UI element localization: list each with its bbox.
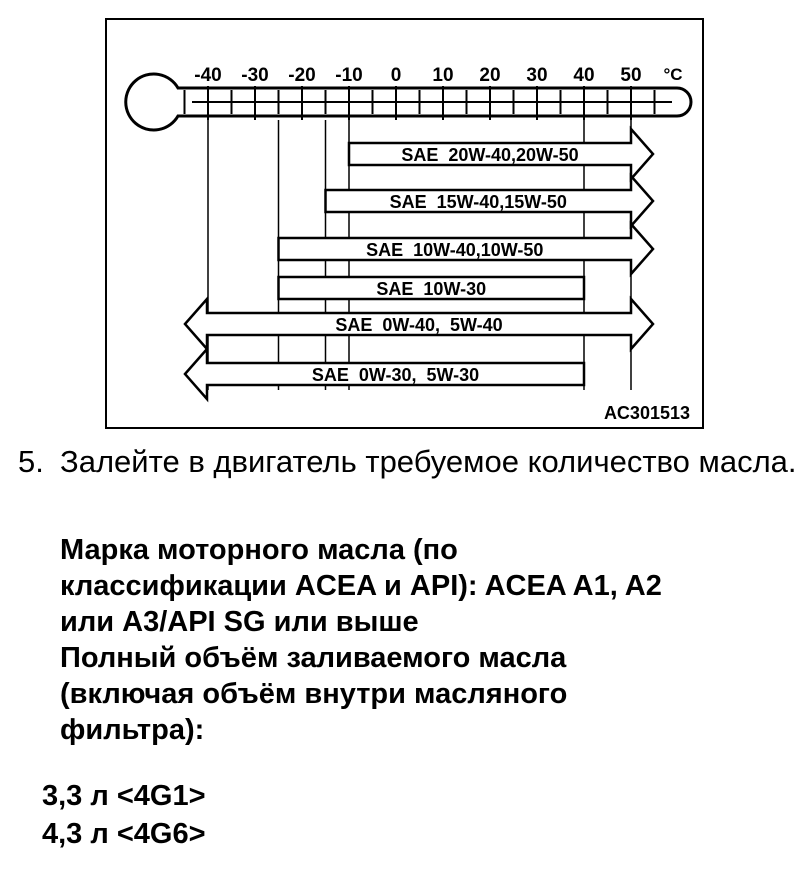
unit-label: °C — [663, 65, 683, 84]
tick-label: -10 — [335, 65, 363, 86]
viscosity-band-label: SAE 15W-40,15W-50 — [389, 192, 567, 212]
tick-label: -40 — [194, 65, 222, 86]
viscosity-bands — [185, 129, 653, 399]
viscosity-band-label: SAE 10W-30 — [376, 279, 487, 299]
viscosity-band-label: SAE 0W-40, 5W-40 — [335, 315, 503, 335]
spec-line: классификации ACEA и API): ACEA A1, A2 — [60, 570, 662, 602]
volume-amount: 4,3 л — [42, 818, 109, 850]
figure-code: AC301513 — [603, 403, 690, 423]
spec-line: или A3/API SG или выше — [60, 606, 419, 638]
engine-code: <4G1> — [116, 780, 206, 812]
tick-label: 20 — [479, 65, 501, 86]
spec-line: (включая объём внутри масляного — [60, 678, 568, 710]
volume-amount: 3,3 л — [42, 780, 109, 812]
tick-label: 10 — [432, 65, 454, 86]
tick-label: 50 — [620, 65, 642, 86]
tick-label: 0 — [390, 65, 402, 86]
viscosity-band-label: SAE 0W-30, 5W-30 — [311, 365, 480, 385]
oil-specification — [60, 532, 810, 748]
viscosity-band-label: SAE 20W-40,20W-50 — [401, 145, 579, 165]
tick-label: -30 — [241, 65, 269, 86]
step-number: 5. — [18, 444, 44, 479]
oil-viscosity-temperature-chart — [0, 0, 812, 435]
tick-label: -20 — [288, 65, 316, 86]
oil-volume-4g6 — [42, 816, 206, 852]
spec-line: Полный объём заливаемого масла — [60, 642, 567, 674]
viscosity-band-label: SAE 10W-40,10W-50 — [366, 240, 544, 260]
engine-code: <4G6> — [116, 818, 206, 850]
tick-label: 40 — [573, 65, 595, 86]
temperature-scale — [194, 65, 641, 86]
tick-label: 30 — [526, 65, 548, 86]
oil-volume-4g1 — [42, 778, 206, 814]
spec-line: Марка моторного масла (по — [60, 534, 458, 566]
spec-line: фильтра): — [60, 714, 205, 746]
step-text: Залейте в двигатель требуемое количество масла. — [60, 444, 797, 479]
